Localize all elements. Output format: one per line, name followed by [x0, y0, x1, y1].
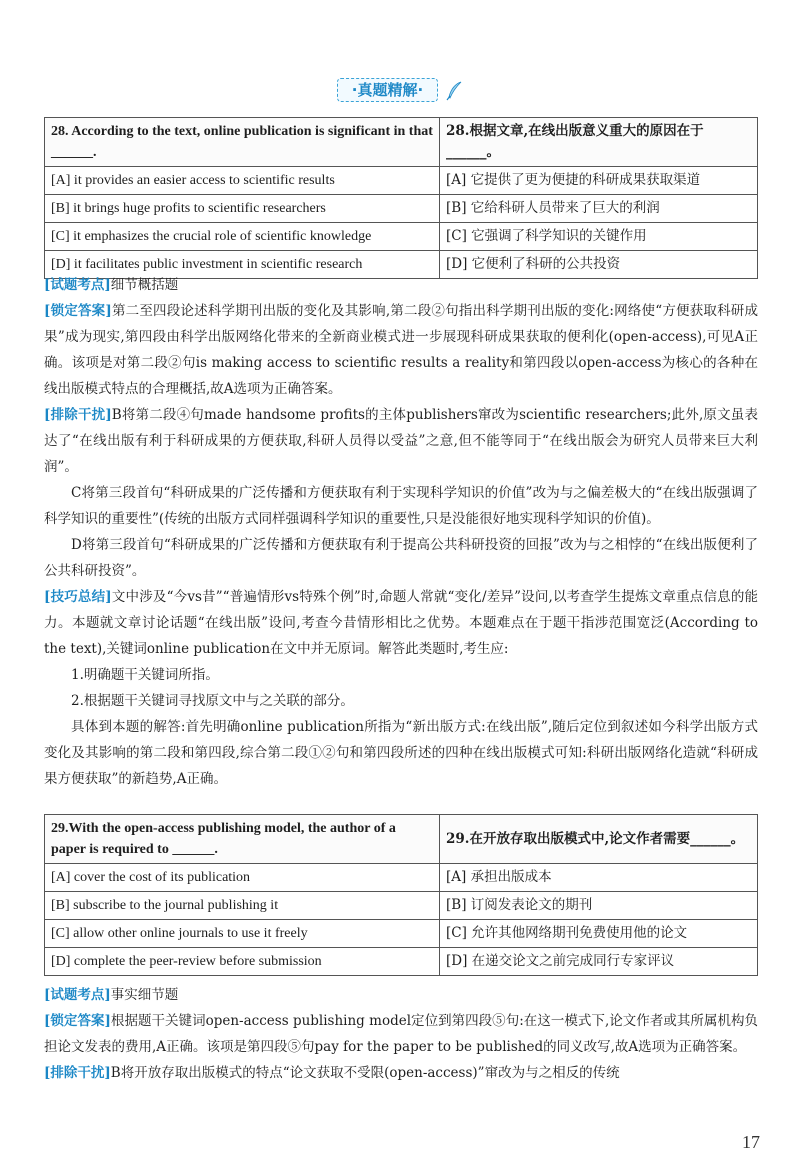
option-en: [D] complete the peer-review before submission: [45, 948, 440, 976]
exclude-b-paragraph: [44, 402, 758, 480]
exclude-d-paragraph: D将第三段首句“科研成果的广泛传播和方便获取有利于提高公共科研投资的回报”改为与之相悖的“在线出版便利了公共科研投资”。: [44, 537, 758, 579]
option-en: [B] it brings huge profits to scientific researchers: [45, 195, 440, 223]
kaodian-text: 事实细节题: [110, 987, 179, 1003]
answer-text: 第二至四段论述科学期刊出版的变化及其影响,第二段②句指出科学期刊出版的变化:网络使“方便获取科研成果”成为现实,第四段由科学出版网络化带来的全新商业模式进一步展现科研成果获取的便利化(open-access),可见A正确。该项是对第二段②句is making access to scientific results a reality和第四段以open-access为核心的各种在线出版模式特点的合理概括,故A选项为正确答案。: [44, 303, 758, 397]
section-title: ·真题精解·: [337, 78, 438, 102]
question-29-table: [44, 814, 758, 976]
question-28-option-c: [45, 223, 758, 251]
kaodian-tag: [试题考点]: [44, 987, 111, 1003]
question-29-zh-stem: 29.在开放存取出版模式中,论文作者需要______。: [440, 815, 758, 864]
analysis-29: [44, 982, 758, 1086]
skill-paragraph: [44, 584, 758, 662]
option-zh: [A] 承担出版成本: [440, 864, 758, 892]
question-28-table: [44, 117, 758, 279]
exclude-tag: [排除干扰]: [44, 407, 112, 423]
question-29-option-a: [45, 864, 758, 892]
page-number: 17: [742, 1132, 760, 1152]
kaodian-paragraph: [44, 982, 758, 1008]
exclude-tag: [排除干扰]: [44, 1065, 111, 1081]
exclude-b-text: B将开放存取出版模式的特点“论文获取不受限(open-access)”窜改为与之相反的传统: [110, 1065, 620, 1081]
question-28-zh-stem: 28.根据文章,在线出版意义重大的原因在于______。: [440, 118, 758, 167]
question-28-option-b: [45, 195, 758, 223]
exclude-c-paragraph: C将第三段首句“科研成果的广泛传播和方便获取有利于实现科学知识的价值”改为与之偏差极大的“在线出版强调了科学知识的重要性”(传统的出版方式同样强调科学知识的重要性,只是没能很好地实现科学知识的价值)。: [44, 485, 758, 527]
exclude-b-text: B将第二段④句made handsome profits的主体publishers窜改为scientific researchers;此外,原文虽表达了“在线出版有利于科研成果的方便获取,科研人员得以受益”之意,但不能等同于“在线出版会为研究人员带来巨大利润”。: [44, 407, 759, 475]
question-29-stem-row: [45, 815, 758, 864]
option-zh: [C] 它强调了科学知识的关键作用: [440, 223, 758, 251]
option-en: [C] it emphasizes the crucial role of scientific knowledge: [45, 223, 440, 251]
option-zh: [A] 它提供了更为便捷的科研成果获取渠道: [440, 167, 758, 195]
option-zh: [C] 允许其他网络期刊免费使用他的论文: [440, 920, 758, 948]
skill-tag: [技巧总结]: [44, 589, 112, 605]
section-banner: [0, 78, 800, 104]
option-zh: [D] 在递交论文之前完成同行专家评议: [440, 948, 758, 976]
question-29-option-d: [45, 948, 758, 976]
question-29-en-stem: 29.With the open-access publishing model, the author of a paper is required to ______.: [45, 815, 440, 864]
concrete-paragraph: 具体到本题的解答:首先明确online publication所指为“新出版方式:在线出版”,随后定位到叙述如今科学出版方式变化及其影响的第二段和第四段,综合第二段①②句和第四段所述的四种在线出版模式可知:科研出版网络化造就“科研成果方便获取”的新趋势,A正确。: [44, 719, 758, 787]
option-en: [A] cover the cost of its publication: [45, 864, 440, 892]
exclude-b-paragraph: [44, 1060, 758, 1086]
quill-icon: [445, 81, 463, 101]
option-zh: [D] 它便利了科研的公共投资: [440, 251, 758, 279]
option-en: [A] it provides an easier access to scientific results: [45, 167, 440, 195]
question-28-stem-row: [45, 118, 758, 167]
kaodian-tag: [试题考点]: [44, 277, 111, 293]
kaodian-text: 细节概括题: [110, 277, 179, 293]
option-zh: [B] 订阅发表论文的期刊: [440, 892, 758, 920]
step-2: 2.根据题干关键词寻找原文中与之关联的部分。: [71, 693, 354, 709]
step-1: 1.明确题干关键词所指。: [71, 667, 219, 683]
question-29-option-c: [45, 920, 758, 948]
question-29-option-b: [45, 892, 758, 920]
kaodian-paragraph: [44, 272, 758, 298]
option-en: [C] allow other online journals to use it freely: [45, 920, 440, 948]
answer-paragraph: [44, 298, 758, 402]
question-28-en-stem: 28. According to the text, online publication is significant in that ______.: [45, 118, 440, 167]
option-zh: [B] 它给科研人员带来了巨大的利润: [440, 195, 758, 223]
answer-text: 根据题干关键词open-access publishing model定位到第四段⑤句:在这一模式下,论文作者或其所属机构负担论文发表的费用,A正确。该项是第四段⑤句pay for the paper to be published的同义改写,故A选项为正确答案。: [44, 1013, 758, 1055]
question-28-option-a: [45, 167, 758, 195]
option-en: [B] subscribe to the journal publishing it: [45, 892, 440, 920]
analysis-28: [44, 272, 758, 792]
answer-tag: [锁定答案]: [44, 1013, 111, 1029]
option-en: [D] it facilitates public investment in scientific research: [45, 251, 440, 279]
answer-paragraph: [44, 1008, 758, 1060]
skill-text: 文中涉及“今vs昔”“普遍情形vs特殊个例”时,命题人常就“变化/差异”设问,以考查学生提炼文章重点信息的能力。本题就文章讨论话题“在线出版”设问,考查今昔情形相比之优势。本题难点在于题干指涉范围宽泛(According to the text),关键词online publication在文中并无原词。解答此类题时,考生应:: [44, 589, 759, 657]
answer-tag: [锁定答案]: [44, 303, 112, 319]
